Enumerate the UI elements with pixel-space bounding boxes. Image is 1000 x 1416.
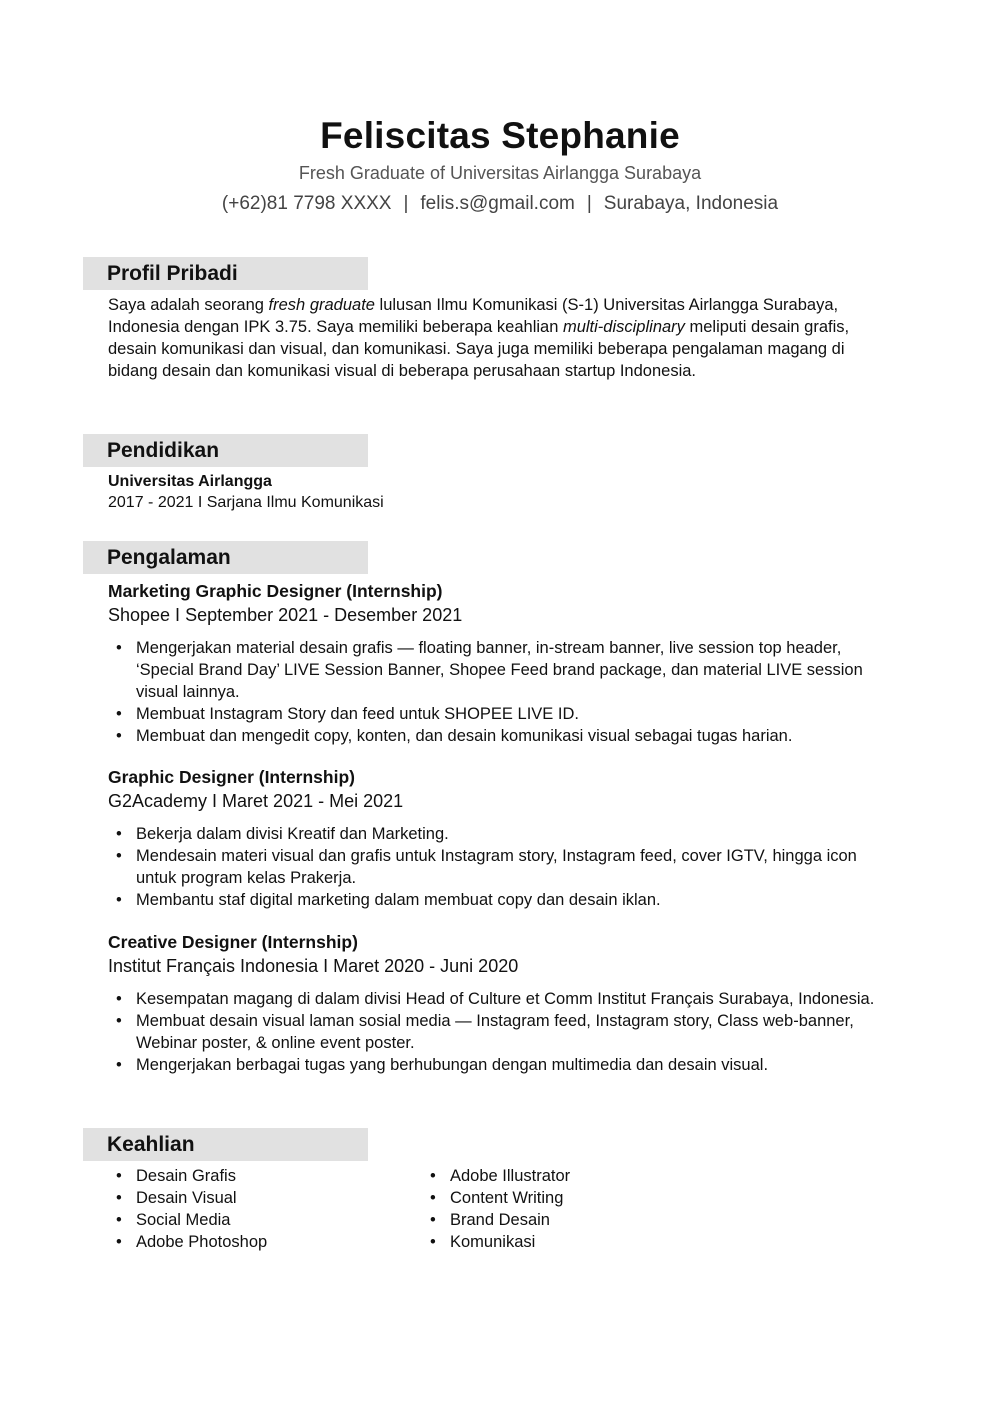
job-meta: G2Academy I Maret 2021 - Mei 2021	[108, 791, 404, 811]
job-title: Creative Designer (Internship)	[108, 932, 358, 952]
list-item	[108, 703, 868, 725]
profile-text	[108, 294, 868, 382]
bullet-icon: •	[116, 990, 122, 1008]
bullet-icon: •	[116, 825, 122, 843]
job-meta: Institut Français Indonesia I Maret 2020 - Juni 2020	[108, 956, 519, 976]
list-item	[108, 845, 868, 889]
job-bullets	[108, 988, 883, 1076]
skill-label: Komunikasi	[450, 1233, 536, 1251]
list-item-text: Membuat dan mengedit copy, konten, dan desain komunikasi visual sebagai tugas harian.	[136, 727, 793, 745]
skill-label: Brand Desain	[450, 1211, 550, 1229]
bullet-icon: •	[116, 1189, 122, 1207]
profile-text-part: meliputi desain grafis, desain komunikasi dan visual, dan komunikasi. Saya juga memiliki beberapa pengalaman magang di bidang desain dan komunikasi visual di beberapa perusahaan startup Indonesia.	[108, 318, 850, 380]
experience-job	[108, 931, 898, 1076]
profile-text-emphasis: multi-disciplinary	[562, 318, 685, 336]
list-item	[108, 637, 868, 703]
contact-line	[0, 192, 1000, 216]
section-heading-skills: Keahlian	[83, 1128, 368, 1161]
job-bullets	[108, 637, 868, 747]
job-title: Graphic Designer (Internship)	[108, 767, 355, 787]
profile-text-part: Saya adalah seorang	[108, 296, 269, 314]
education-detail: 2017 - 2021 I Sarjana Ilmu Komunikasi	[108, 494, 384, 511]
profile-text-emphasis: fresh graduate	[268, 296, 375, 314]
skill-label: Content Writing	[450, 1189, 564, 1207]
list-item	[108, 1165, 408, 1187]
bullet-icon: •	[116, 1233, 122, 1251]
bullet-icon: •	[116, 1012, 122, 1030]
skill-label: Desain Grafis	[136, 1167, 236, 1185]
list-item	[108, 1209, 408, 1231]
list-item-text: Mengerjakan material desain grafis — floating banner, in-stream banner, live session top header, ‘Special Brand Day’ LIVE Session Banner, Shopee Feed brand package, dan material LIVE session visual lainnya.	[136, 639, 863, 701]
bullet-icon: •	[116, 1056, 122, 1074]
experience-job	[108, 580, 898, 747]
list-item-text: Membantu staf digital marketing dalam membuat copy dan desain iklan.	[136, 891, 661, 909]
list-item-text: Membuat Instagram Story dan feed untuk SHOPEE LIVE ID.	[136, 705, 579, 723]
contact-phone: (+62)81 7798 XXXX	[221, 193, 392, 214]
education-section	[108, 471, 898, 513]
section-heading-profile: Profil Pribadi	[83, 257, 368, 290]
bullet-icon: •	[430, 1211, 436, 1229]
section-heading-experience: Pengalaman	[83, 541, 368, 574]
list-item-text: Membuat desain visual laman sosial media — Instagram feed, Instagram story, Class web-banner, Webinar poster, & online event poster.	[136, 1012, 854, 1052]
list-item	[108, 1187, 408, 1209]
bullet-icon: •	[116, 727, 122, 745]
bullet-icon: •	[116, 1211, 122, 1229]
skill-label: Adobe Photoshop	[136, 1233, 268, 1251]
bullet-icon: •	[116, 891, 122, 909]
list-item	[108, 725, 868, 747]
bullet-icon: •	[430, 1233, 436, 1251]
job-meta: Shopee I September 2021 - Desember 2021	[108, 605, 463, 625]
list-item-text: Kesempatan magang di dalam divisi Head of Culture et Comm Institut Français Surabaya, Indonesia.	[136, 990, 875, 1008]
experience-job	[108, 766, 898, 911]
education-school: Universitas Airlangga	[108, 473, 272, 490]
section-heading-education: Pendidikan	[83, 434, 368, 467]
bullet-icon: •	[116, 1167, 122, 1185]
profile-text-part: lulusan Ilmu Komunikasi (S-1) Universitas Airlangga Surabaya, Indonesia dengan IPK 3.75. Saya memiliki beberapa keahlian	[108, 296, 839, 336]
list-item	[422, 1187, 722, 1209]
list-item	[108, 889, 868, 911]
contact-separator: |	[403, 193, 409, 214]
candidate-name: Feliscitas Stephanie	[320, 115, 680, 156]
skill-label: Desain Visual	[136, 1189, 237, 1207]
list-item	[108, 1054, 883, 1076]
profile-section	[108, 294, 868, 382]
list-item	[108, 1231, 408, 1253]
job-title: Marketing Graphic Designer (Internship)	[108, 581, 443, 601]
skill-label: Adobe Illustrator	[450, 1167, 571, 1185]
candidate-tagline: Fresh Graduate of Universitas Airlangga Surabaya	[298, 163, 702, 183]
list-item-text: Mengerjakan berbagai tugas yang berhubungan dengan multimedia dan desain visual.	[136, 1056, 769, 1074]
list-item	[422, 1231, 722, 1253]
bullet-icon: •	[116, 847, 122, 865]
list-item-text: Mendesain materi visual dan grafis untuk Instagram story, Instagram feed, cover IGTV, hingga icon untuk program kelas Prakerja.	[136, 847, 857, 887]
job-bullets	[108, 823, 868, 911]
list-item	[108, 1010, 883, 1054]
skills-column-left	[108, 1165, 408, 1253]
bullet-icon: •	[116, 639, 122, 657]
contact-separator: |	[586, 193, 592, 214]
bullet-icon: •	[430, 1167, 436, 1185]
list-item	[422, 1165, 722, 1187]
list-item	[422, 1209, 722, 1231]
skill-label: Social Media	[136, 1211, 231, 1229]
list-item-text: Bekerja dalam divisi Kreatif dan Marketing.	[136, 825, 449, 843]
list-item	[108, 823, 868, 845]
bullet-icon: •	[116, 705, 122, 723]
skills-column-right	[422, 1165, 722, 1253]
list-item	[108, 988, 883, 1010]
contact-location: Surabaya, Indonesia	[603, 193, 779, 214]
bullet-icon: •	[430, 1189, 436, 1207]
contact-email: felis.s@gmail.com	[420, 193, 575, 214]
resume-header	[0, 112, 1000, 216]
